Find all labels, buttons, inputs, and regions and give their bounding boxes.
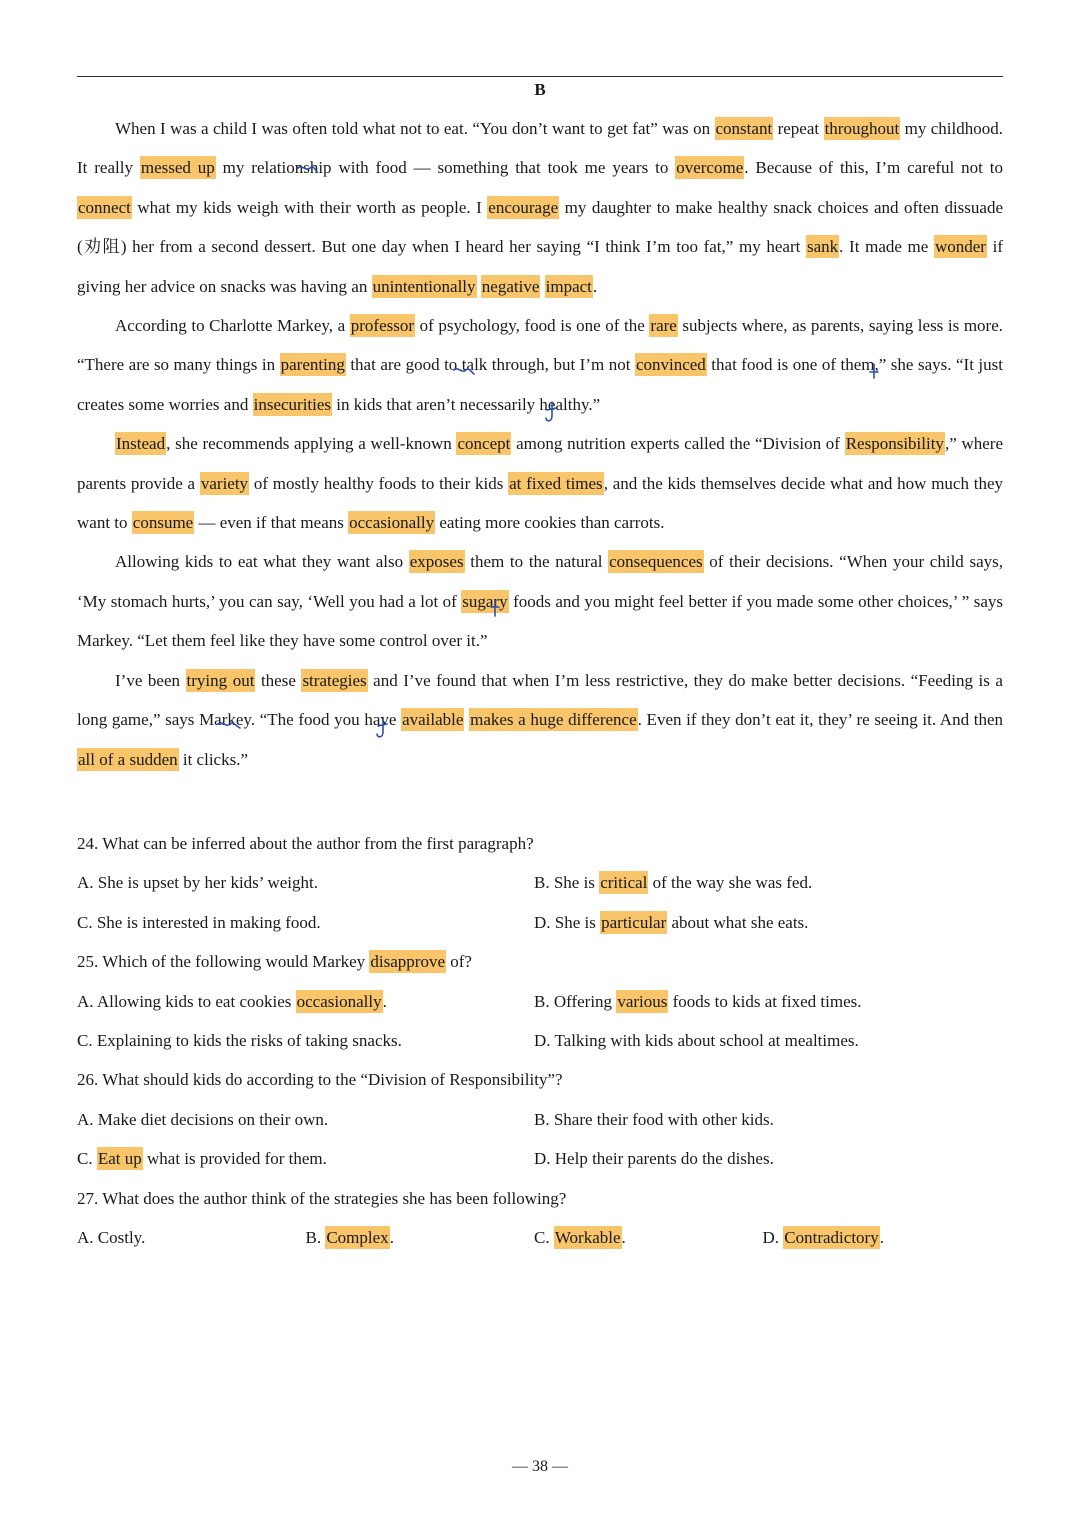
highlighted-word: sank <box>806 237 839 257</box>
answer-option[interactable] <box>77 1139 534 1178</box>
highlighted-word: particular <box>601 912 667 932</box>
highlighted-word: all of a sudden <box>78 749 178 769</box>
text-run: these <box>255 670 302 690</box>
highlighted-word: insecurities <box>253 394 332 414</box>
text-run <box>540 277 544 296</box>
reading-passage <box>77 109 1003 779</box>
text-run: A. Allowing kids to eat cookies <box>77 991 296 1011</box>
text-run: C. <box>534 1227 554 1247</box>
highlighted-word: professor <box>350 316 415 336</box>
highlighted-word: sugary <box>462 591 508 611</box>
question-stem <box>77 942 1003 981</box>
section-heading: B <box>534 80 546 99</box>
text-run: C. Explaining to kids the risks of taking snacks. <box>77 1030 402 1050</box>
highlighted-word: negative <box>481 276 540 296</box>
text-run: 24. What can be inferred about the author from the first paragraph? <box>77 834 534 853</box>
highlighted-word: unintentionally <box>372 276 476 296</box>
answer-option[interactable] <box>77 982 534 1021</box>
text-run: A. Costly. <box>77 1227 146 1247</box>
text-run: foods and you might feel better if you made some other choices,’ ” says Markey. “Let them feel like they have some control over it.” <box>77 591 1003 651</box>
highlighted-word: available <box>402 710 464 730</box>
text-run: . Even if they don’t eat it, they’ re seeing it. And then <box>637 710 1004 730</box>
answer-options <box>77 982 1003 1061</box>
question-stem <box>77 1179 1003 1218</box>
text-run: of? <box>446 952 472 972</box>
text-run: When I was a child I was often told what not to eat. “You don’t want to get fat” was on <box>115 119 715 138</box>
text-run: my relationship with food — something that took me years to <box>215 158 676 178</box>
highlighted-word: wonder <box>934 237 986 257</box>
answer-option[interactable] <box>77 1218 306 1257</box>
text-run: B. <box>305 1227 326 1247</box>
text-run: . <box>592 276 598 296</box>
passage-paragraph <box>77 424 1003 542</box>
answer-options <box>77 863 1003 942</box>
answer-option[interactable] <box>534 1021 1003 1060</box>
text-run: . Because of this, I’m careful not to <box>744 158 1003 178</box>
text-run: eating more cookies than carrots. <box>435 513 665 533</box>
text-run: my childhood. It really <box>77 119 1004 178</box>
highlighted-word: overcome <box>676 158 744 178</box>
text-run: I’ve been <box>115 670 186 690</box>
passage-paragraph <box>77 109 1003 306</box>
text-run: that food is one of them,” she says. “It just creates some worries and <box>77 355 1003 414</box>
answer-option[interactable] <box>534 903 1003 942</box>
text-run: B. Share their food with other kids. <box>534 1109 774 1129</box>
highlighted-word: consume <box>132 513 194 533</box>
text-run: 26. What should kids do according to the “Division of Responsibility”? <box>77 1070 563 1090</box>
highlighted-word: strategies <box>302 670 367 690</box>
text-run: . <box>389 1227 394 1247</box>
text-run: B. Offering <box>534 991 617 1011</box>
highlighted-word: constant <box>715 119 773 138</box>
text-run: among nutrition experts called the “Division of <box>511 434 845 454</box>
text-run: D. <box>762 1227 784 1247</box>
highlighted-word: Workable <box>554 1227 621 1247</box>
answer-option[interactable] <box>77 1021 534 1060</box>
highlighted-word: throughout <box>824 119 900 138</box>
highlighted-word: trying out <box>186 670 255 690</box>
highlighted-word: variety <box>200 473 249 493</box>
highlighted-word: Eat up <box>97 1149 142 1169</box>
answer-option[interactable] <box>77 863 534 902</box>
answer-options <box>77 1218 1003 1257</box>
text-run: my daughter to make healthy snack choices and often dissuade (劝阻) her from a second dessert. But one day when I heard her saying “I think I’m too fat,” my heart <box>77 197 1003 257</box>
text-run: what is provided for them. <box>142 1149 327 1169</box>
text-run: repeat <box>773 119 824 138</box>
highlighted-word: concept <box>457 434 511 454</box>
passage-paragraph <box>77 306 1003 424</box>
highlighted-word: encourage <box>488 197 559 217</box>
text-run: , and the kids themselves decide what and how much they want to <box>77 473 1003 533</box>
text-run: if giving her advice on snacks was having an <box>77 237 1004 296</box>
highlighted-word: critical <box>600 873 648 893</box>
question-stem <box>77 824 1003 863</box>
text-run: Allowing kids to eat what they want also <box>115 552 409 572</box>
question-list <box>77 824 1003 1257</box>
highlighted-word: Complex <box>326 1227 389 1247</box>
text-run: D. Help their parents do the dishes. <box>534 1149 774 1169</box>
highlighted-word: convinced <box>635 355 706 375</box>
text-run: C. <box>77 1149 97 1169</box>
text-run: 25. Which of the following would Markey <box>77 952 370 972</box>
text-run: of psychology, food is one of the <box>415 316 650 336</box>
highlighted-word: impact <box>545 276 592 296</box>
text-run: . <box>879 1227 884 1247</box>
highlighted-word: rare <box>650 316 677 336</box>
text-run: about what she eats. <box>667 912 809 932</box>
highlighted-word: occasionally <box>296 991 382 1011</box>
passage-paragraph <box>77 661 1003 779</box>
answer-option[interactable] <box>534 982 1003 1021</box>
text-run: that are good to talk through, but I’m not <box>345 355 635 375</box>
text-run: A. She is upset by her kids’ weight. <box>77 873 318 893</box>
highlighted-word: consequences <box>609 552 703 572</box>
answer-option[interactable] <box>534 1139 1003 1178</box>
text-run: and I’ve found that when I’m less restrictive, they do make better decisions. “Feeding is a long game,” says Markey. “The food you have <box>77 670 1003 730</box>
text-run: 27. What does the author think of the strategies she has been following? <box>77 1188 567 1208</box>
page-number: — 38 — <box>512 1458 568 1475</box>
answer-option[interactable] <box>77 903 534 942</box>
text-run: According to Charlotte Markey, a <box>115 316 350 336</box>
text-run: . <box>621 1227 626 1247</box>
answer-option[interactable] <box>534 863 1003 902</box>
text-run: of mostly healthy foods to their kids <box>249 473 509 493</box>
text-run: of the way she was fed. <box>648 873 813 893</box>
highlighted-word: connect <box>78 197 131 217</box>
text-run: it clicks.” <box>178 749 249 769</box>
text-run: C. She is interested in making food. <box>77 912 321 932</box>
text-run: of their decisions. “When your child says, ‘My stomach hurts,’ you can say, ‘Well you had a lot of <box>77 552 1003 611</box>
passage-paragraph <box>77 542 1003 660</box>
highlighted-word: Contradictory <box>784 1227 879 1247</box>
text-run: D. She is <box>534 912 601 932</box>
highlighted-word: occasionally <box>349 513 435 533</box>
text-run: — even if that means <box>194 513 349 533</box>
answer-option[interactable] <box>306 1218 535 1257</box>
question-stem <box>77 1060 1003 1099</box>
text-run: D. Talking with kids about school at mealtimes. <box>534 1030 859 1050</box>
highlighted-word: Responsibility <box>845 434 944 454</box>
text-run: A. Make diet decisions on their own. <box>77 1109 329 1129</box>
answer-option[interactable] <box>763 1218 1004 1257</box>
highlighted-word: at fixed times <box>509 473 603 493</box>
answer-option[interactable] <box>534 1100 1003 1139</box>
highlighted-word: exposes <box>409 552 464 572</box>
text-run: B. She is <box>534 873 600 893</box>
text-run: ,” where parents provide a <box>77 434 1003 493</box>
text-run: them to the natural <box>464 552 609 572</box>
text-run: . It made me <box>839 237 934 257</box>
text-run: what my kids weigh with their worth as people. I <box>131 197 488 217</box>
highlighted-word: Instead <box>116 434 166 454</box>
header-rule <box>77 76 1003 77</box>
text-run: foods to kids at fixed times. <box>668 991 862 1011</box>
text-run: subjects where, as parents, saying less is more. “There are so many things in <box>77 316 1004 375</box>
text-run: , she recommends applying a well-known <box>166 434 457 454</box>
text-run: in kids that aren’t necessarily healthy.” <box>332 394 601 414</box>
highlighted-word: parenting <box>280 355 345 375</box>
highlighted-word: messed up <box>140 158 215 178</box>
highlighted-word: disapprove <box>370 952 446 972</box>
highlighted-word: various <box>617 991 668 1011</box>
answer-option[interactable] <box>534 1218 763 1257</box>
text-run: . <box>382 991 387 1011</box>
answer-options <box>77 1100 1003 1179</box>
highlighted-word: makes a huge difference <box>470 710 637 730</box>
answer-option[interactable] <box>77 1100 534 1139</box>
